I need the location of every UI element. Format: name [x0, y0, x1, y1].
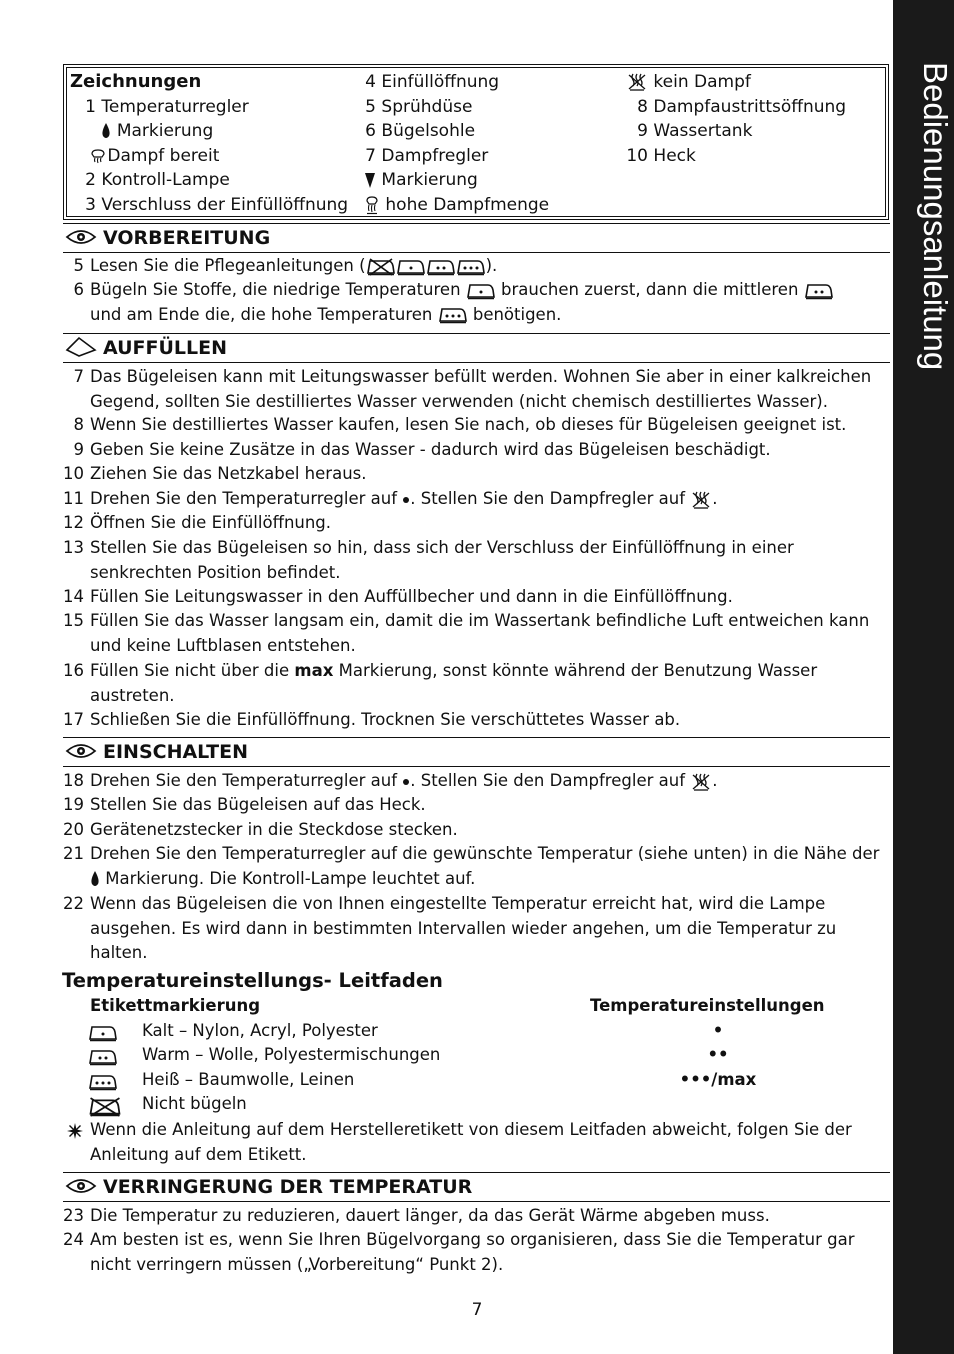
legend-item: 1 Temperaturregler	[85, 96, 249, 117]
iron-one-dot-icon	[88, 1024, 118, 1042]
legend-item: 10 Heck	[626, 145, 696, 166]
sparkle-icon	[66, 1122, 84, 1140]
sidebar-title: Bedienungsanleitung	[917, 62, 954, 371]
legend-box	[63, 64, 889, 220]
iron-three-dot-icon	[438, 306, 468, 324]
legend-item: 2 Kontroll-Lampe	[85, 170, 230, 191]
legend-item: Dampf bereit	[70, 144, 348, 169]
legend-column-3	[626, 70, 846, 168]
list-item: 21 Drehen Sie den Temperaturregler auf die gewünschte Temperatur (siehe unten) in die Nähe der Markierung. Die Kontroll-Lampe leuchtet auf.	[63, 844, 885, 888]
legend-column-1	[70, 70, 348, 218]
iron-two-dot-icon	[88, 1048, 118, 1066]
eye-icon	[65, 742, 97, 760]
legend-item: kein Dampf	[626, 70, 846, 95]
list-item: 16 Füllen Sie nicht über die max Markierung, sonst könnte während der Benutzung Wasser austreten.	[63, 661, 823, 705]
cup-icon	[65, 336, 97, 358]
list-item: 19 Stellen Sie das Bügeleisen auf das Heck.	[63, 795, 426, 814]
no-steam-icon	[690, 490, 712, 510]
list-item: 14 Füllen Sie Leitungswasser in den Auffüllbecher und dann in die Einfüllöffnung.	[63, 587, 733, 606]
list-item: 18 Drehen Sie den Temperaturregler auf . Stellen Sie den Dampfregler auf .	[63, 771, 718, 790]
drop-marker-icon	[90, 870, 100, 888]
iron-one-dot-icon	[396, 258, 426, 276]
list-item: 20 Gerätenetzstecker in die Steckdose stecken.	[63, 820, 458, 839]
section-header-auffuellen: AUFFÜLLEN	[63, 333, 890, 363]
list-item: 8 Wenn Sie destilliertes Wasser kaufen, lesen Sie nach, ob dieses für Bügeleisen geeignet ist.	[73, 415, 847, 434]
no-iron-icon	[366, 258, 396, 276]
steam-ready-icon	[89, 147, 107, 165]
legend-item: Markierung	[364, 168, 549, 193]
list-item: 23 Die Temperatur zu reduzieren, dauert länger, da das Gerät Wärme abgeben muss.	[63, 1206, 770, 1225]
guide-note: Wenn die Anleitung auf dem Herstelleretikett von diesem Leitfaden abweicht, folgen Sie der Anleitung auf dem Etikett.	[56, 1118, 892, 1167]
page-number: 7	[471, 1300, 483, 1320]
triangle-marker-icon	[364, 171, 376, 189]
list-item: 11 Drehen Sie den Temperaturregler auf . Stellen Sie den Dampfregler auf .	[63, 489, 718, 508]
legend-item: 6 Bügelsohle	[365, 121, 476, 142]
guide-column-label: Etikettmarkierung	[90, 996, 261, 1015]
iron-one-dot-icon	[466, 282, 496, 300]
guide-row: Kalt – Nylon, Acryl, Polyester •	[88, 1021, 788, 1045]
iron-three-dot-icon	[456, 258, 486, 276]
legend-item: Markierung	[70, 119, 348, 144]
eye-icon	[65, 1177, 97, 1195]
eye-icon	[65, 228, 97, 246]
high-steam-icon	[364, 195, 380, 215]
list-item: 7 Das Bügeleisen kann mit Leitungswasser befüllt werden. Wohnen Sie aber in einer kalkreichen Gegend, sollten Sie destilliertes Wasser verwenden (nicht chemisch destilliertes Wasser).	[73, 367, 877, 411]
legend-item: 5 Sprühdüse	[365, 96, 473, 117]
guide-row: Heiß – Baumwolle, Leinen •••/max	[88, 1070, 788, 1094]
legend-item: hohe Dampfmenge	[364, 193, 549, 218]
section-header-einschalten: EINSCHALTEN	[63, 737, 890, 767]
list-item: 5 Lesen Sie die Pflegeanleitungen ( ).	[73, 256, 498, 275]
guide-row: Nicht bügeln	[88, 1094, 788, 1118]
section-header-vorbereitung: VORBEREITUNG	[63, 223, 890, 253]
list-item: 13 Stellen Sie das Bügeleisen so hin, dass sich der Verschluss der Einfüllöffnung in einer senkrechten Position befindet.	[63, 538, 800, 582]
legend-item: 3 Verschluss der Einfüllöffnung	[85, 194, 349, 215]
list-item: 22 Wenn das Bügeleisen die von Ihnen eingestellte Temperatur erreicht hat, wird die Lampe ausgehen. Es wird dann in bestimmten Intervallen wieder angehen, um die Temperatur zu halten.	[63, 894, 842, 963]
guide-row: Warm – Wolle, Polyestermischungen ••	[88, 1045, 788, 1069]
list-item: 15 Füllen Sie das Wasser langsam ein, damit die im Wassertank befindliche Luft entweichen kann und keine Luftblasen entstehen.	[63, 611, 875, 655]
list-item: 10 Ziehen Sie das Netzkabel heraus.	[63, 464, 367, 483]
no-steam-icon	[690, 772, 712, 792]
drop-marker-icon	[101, 122, 111, 140]
iron-three-dot-icon	[88, 1073, 118, 1091]
list-item: 24 Am besten ist es, wenn Sie Ihren Bügelvorgang so organisieren, dass Sie die Temperatur gar nicht verringern müssen („Vorbereitung“ Punkt 2).	[63, 1230, 860, 1274]
legend-item: 7 Dampfregler	[365, 145, 489, 166]
guide-title: Temperatureinstellungs- Leitfaden	[62, 969, 443, 992]
list-item: 12 Öffnen Sie die Einfüllöffnung.	[63, 513, 332, 532]
list-item: 9 Geben Sie keine Zusätze in das Wasser - dadurch wird das Bügeleisen beschädigt.	[73, 440, 771, 459]
legend-item: 9 Wassertank	[637, 121, 753, 142]
legend-title: Zeichnungen	[70, 71, 202, 92]
section-header-verringerung: VERRINGERUNG DER TEMPERATUR	[63, 1172, 890, 1202]
guide-column-temp: Temperatureinstellungen	[590, 996, 825, 1015]
legend-column-2	[364, 70, 549, 218]
legend-item: 8 Dampfaustrittsöffnung	[637, 96, 847, 117]
list-item: 6 Bügeln Sie Stoffe, die niedrige Temperaturen brauchen zuerst, dann die mittleren und am Ende die, die hohe Temperaturen benötigen.	[56, 278, 892, 327]
no-steam-icon	[626, 72, 648, 92]
no-iron-icon	[88, 1097, 122, 1117]
legend-item: 4 Einfüllöffnung	[365, 72, 500, 92]
iron-two-dot-icon	[804, 282, 834, 300]
list-item: 17 Schließen Sie die Einfüllöffnung. Trocknen Sie verschüttetes Wasser ab.	[63, 710, 681, 729]
iron-two-dot-icon	[426, 258, 456, 276]
